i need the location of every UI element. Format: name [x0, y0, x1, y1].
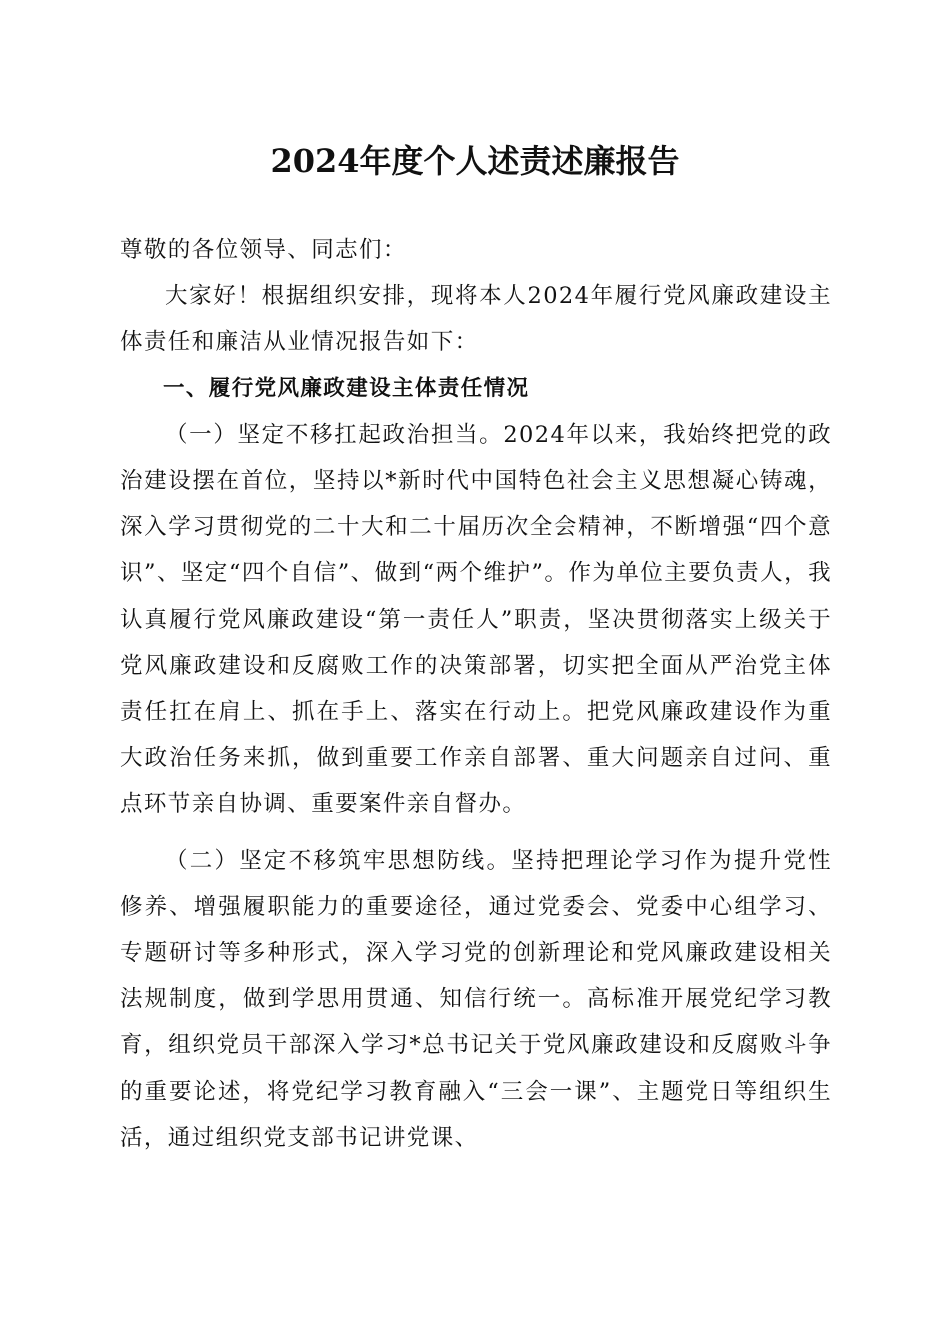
document-body: [120, 227, 832, 1161]
section-heading: 一、履行党风廉政建设主体责任情况: [163, 375, 530, 401]
intro-paragraph: 大家好！根据组织安排，现将本人2024年履行党风廉政建设主体责任和廉洁从业情况报告如下：: [120, 283, 832, 356]
salutation: 尊敬的各位领导、同志们：: [120, 237, 407, 263]
paragraph-text: 2024年以来，我始终把党的政治建设摆在首位，坚持以*新时代中国特色社会主义思想凝心铸魂，深入学习贯彻党的二十大和二十届历次全会精神，不断增强“四个意识”、坚定“四个自信”、做到“两个维护”。作为单位主要负责人，我认真履行党风廉政建设“第一责任人”职责，坚决贯彻落实上级关于党风廉政建设和反腐败工作的决策部署，切实把全面从严治党主体责任扛在肩上、抓在手上、落实在行动上。把党风廉政建设作为重大政治任务来抓，做到重要工作亲自部署、重大问题亲自过问、重点环节亲自协调、重要案件亲自督办。: [120, 421, 832, 818]
document-title: 2024年度个人述责述廉报告: [270, 142, 680, 180]
paragraph-political-responsibility: [120, 412, 832, 828]
paragraph-text: 坚持把理论学习作为提升党性修养、增强履职能力的重要途径，通过党委会、党委中心组学习、专题研讨等多种形式，深入学习党的创新理论和党风廉政建设相关法规制度，做到学思用贯通、知信行统一。高标准开展党纪学习教育，组织党员干部深入学习*总书记关于党风廉政建设和反腐败斗争的重要论述，将党纪学习教育融入“三会一课”、主题党日等组织生活，通过组织党支部书记讲党课、: [120, 847, 832, 1151]
paragraph-subhead: （二）坚定不移筑牢思想防线。: [165, 847, 512, 874]
paragraph-subhead: （一）坚定不移扛起政治担当。: [165, 421, 504, 448]
paragraph-ideological-defense: [120, 838, 832, 1161]
